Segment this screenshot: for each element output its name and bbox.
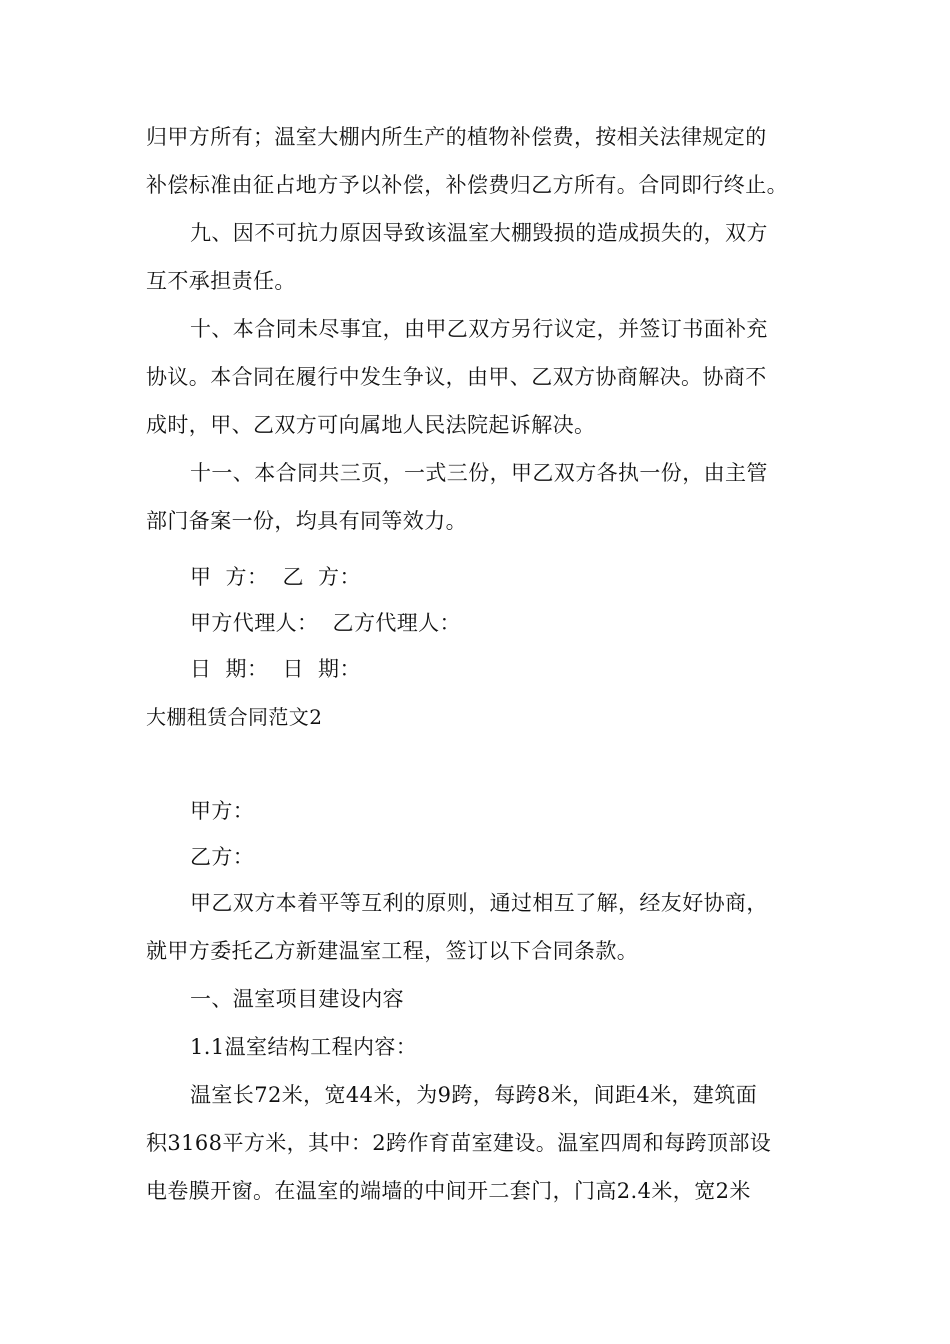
body-text-line: 电卷膜开窗。在温室的端墙的中间开二套门，门高2.4米，宽2米: [146, 1179, 751, 1203]
subsection-heading: 1.1温室结构工程内容：: [190, 1035, 418, 1059]
date-signature-line: 日 期： 日 期：: [190, 657, 361, 681]
body-text-line: 部门备案一份，均具有同等效力。: [146, 509, 467, 533]
body-text-line: 成时，甲、乙双方可向属地人民法院起诉解决。: [146, 413, 596, 437]
body-text-line: 积3168平方米，其中：2跨作育苗室建设。温室四周和每跨顶部设: [146, 1131, 772, 1155]
body-text-line: 温室长72米，宽44米，为9跨，每跨8米，间距4米，建筑面: [190, 1083, 758, 1107]
party-a-label: 甲方：: [190, 799, 255, 823]
clause-eleven: 十一、本合同共三页，一式三份，甲乙双方各执一份，由主管: [190, 461, 768, 485]
party-b-label: 乙方：: [190, 845, 255, 869]
body-text-line: 归甲方所有；温室大棚内所生产的植物补偿费，按相关法律规定的: [146, 125, 767, 149]
body-text-line: 补偿标准由征占地方予以补偿，补偿费归乙方所有。合同即行终止。: [146, 173, 788, 197]
clause-nine: 九、因不可抗力原因导致该温室大棚毁损的造成损失的，双方: [190, 221, 768, 245]
section-title: 大棚租赁合同范文2: [146, 705, 323, 729]
party-signature-line: 甲 方： 乙 方：: [190, 565, 361, 589]
section-heading-one: 一、温室项目建设内容: [190, 987, 404, 1011]
body-text-line: 就甲方委托乙方新建温室工程，签订以下合同条款。: [146, 939, 639, 963]
clause-ten: 十、本合同未尽事宜，由甲乙双方另行议定，并签订书面补充: [190, 317, 768, 341]
body-text-line: 协议。本合同在履行中发生争议，由甲、乙双方协商解决。协商不: [146, 365, 767, 389]
preamble-text: 甲乙双方本着平等互利的原则，通过相互了解，经友好协商，: [190, 891, 768, 915]
body-text-line: 互不承担责任。: [146, 269, 296, 293]
agent-signature-line: 甲方代理人： 乙方代理人：: [190, 611, 461, 635]
